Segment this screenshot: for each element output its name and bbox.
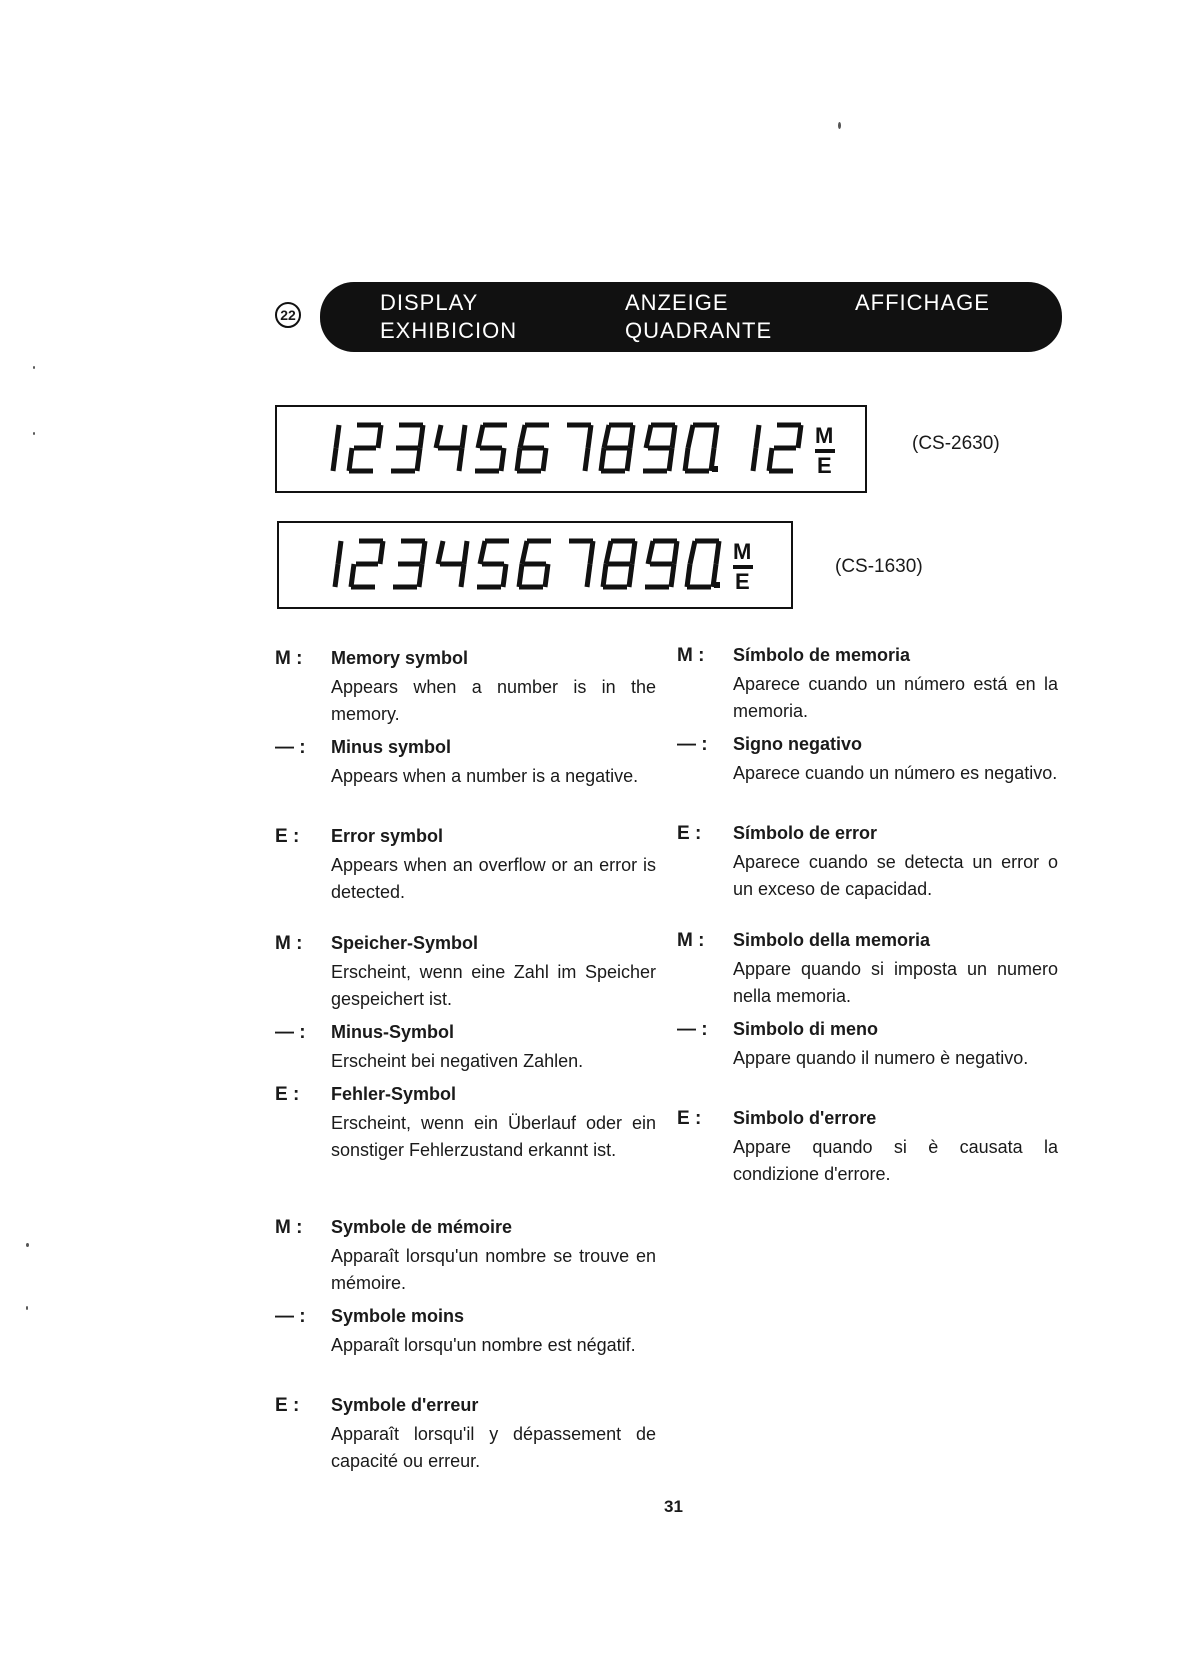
- seven-segment-readout: [277, 407, 865, 491]
- segment-f: [648, 541, 653, 564]
- scan-speck: [33, 432, 35, 435]
- segment-b: [462, 425, 465, 448]
- digit-1: [335, 541, 341, 587]
- segment-c: [503, 564, 506, 587]
- model-label-cs2630: (CS-2630): [912, 433, 1000, 454]
- key-letter: M :: [677, 930, 705, 951]
- key-letter: E :: [275, 826, 300, 847]
- term: Fehler-Symbol: [331, 1084, 457, 1104]
- digit-2: [769, 425, 801, 471]
- memory-indicator: M: [815, 423, 834, 448]
- segment-b: [336, 425, 339, 448]
- key-letter: E :: [677, 823, 702, 844]
- section-banner: [320, 282, 1062, 352]
- term: Symbole moins: [331, 1306, 465, 1326]
- key-letter: — :: [275, 737, 306, 758]
- description: Aparece cuando un número es negativo.: [733, 763, 1058, 783]
- description: Erscheint, wenn ein Überlauf oder ein sonstiger Fehlerzustand erkannt ist.: [331, 1113, 656, 1160]
- digit-8: [601, 425, 633, 471]
- digit-1: [333, 425, 339, 471]
- section-number: 22: [275, 302, 301, 328]
- segment-c: [459, 448, 462, 471]
- segment-f: [438, 541, 443, 564]
- segment-e: [601, 448, 604, 471]
- digit-0: [687, 541, 720, 588]
- description: Appears when a number is in the memory.: [331, 677, 656, 724]
- digit-6: [519, 541, 551, 587]
- segment-b: [716, 541, 719, 564]
- segment-e: [349, 448, 352, 471]
- key-letter: E :: [275, 1084, 300, 1105]
- segment-b: [632, 541, 635, 564]
- segment-f: [646, 425, 651, 448]
- term: Símbolo de memoria: [733, 645, 911, 665]
- segment-e: [517, 448, 520, 471]
- key-letter: E :: [275, 1395, 300, 1416]
- segment-c: [419, 564, 422, 587]
- segment-b: [588, 425, 591, 448]
- scan-speck: [26, 1243, 29, 1247]
- segment-c: [587, 564, 590, 587]
- segment-e: [769, 448, 772, 471]
- segment-b: [378, 425, 381, 448]
- segment-e: [519, 564, 522, 587]
- segment-c: [417, 448, 420, 471]
- key-letter: M :: [677, 645, 705, 666]
- key-letter: — :: [275, 1306, 306, 1327]
- segment-c: [671, 564, 674, 587]
- digit-1: [753, 425, 759, 471]
- heading-affichage: AFFICHAGE: [855, 290, 990, 315]
- digit-6: [517, 425, 549, 471]
- term: Simbolo della memoria: [733, 930, 931, 950]
- segment-b: [420, 425, 423, 448]
- key-letter: M :: [275, 648, 303, 669]
- digit-5: [477, 541, 509, 587]
- segment-b: [714, 425, 717, 448]
- heading-display: DISPLAY: [380, 290, 479, 315]
- digit-3: [391, 425, 423, 471]
- segment-c: [669, 448, 672, 471]
- segment-f: [520, 425, 525, 448]
- digit-3: [393, 541, 425, 587]
- term: Minus symbol: [331, 737, 452, 757]
- segment-f: [480, 541, 485, 564]
- heading-anzeige: ANZEIGE: [625, 290, 729, 315]
- segment-c: [627, 448, 630, 471]
- segment-f: [604, 425, 609, 448]
- description: Apparaît lorsqu'il y dépassement de capacité ou erreur.: [331, 1424, 656, 1471]
- segment-c: [629, 564, 632, 587]
- segment-f: [688, 425, 693, 448]
- heading-quadrante: QUADRANTE: [625, 318, 773, 343]
- scan-speck: [26, 1306, 28, 1310]
- key-letter: — :: [677, 734, 708, 755]
- term: Speicher-Symbol: [331, 933, 479, 953]
- segment-e: [687, 564, 690, 587]
- digit-7: [569, 541, 593, 587]
- segment-f: [478, 425, 483, 448]
- scan-speck: [838, 122, 841, 129]
- term: Signo negativo: [733, 734, 863, 754]
- segment-b: [338, 541, 341, 564]
- segment-b: [464, 541, 467, 564]
- digit-4: [436, 425, 465, 471]
- segment-c: [543, 448, 546, 471]
- display-cs2630: [275, 405, 867, 493]
- term: Simbolo d'errore: [733, 1108, 877, 1128]
- error-indicator: E: [735, 569, 750, 594]
- digit-9: [645, 541, 677, 587]
- term: Memory symbol: [331, 648, 469, 668]
- description: Erscheint bei negativen Zahlen.: [331, 1051, 584, 1071]
- segment-b: [380, 541, 383, 564]
- segment-c: [501, 448, 504, 471]
- term: Minus-Symbol: [331, 1022, 455, 1042]
- page-number: 31: [664, 1497, 683, 1516]
- segment-b: [674, 541, 677, 564]
- description: Apparaît lorsqu'un nombre est négatif.: [331, 1335, 636, 1355]
- decimal-point: [714, 582, 720, 588]
- heading-exhibicion: EXHIBICION: [380, 318, 518, 343]
- term: Symbole d'erreur: [331, 1395, 479, 1415]
- segment-b: [590, 541, 593, 564]
- term: Error symbol: [331, 826, 444, 846]
- key-letter: — :: [677, 1019, 708, 1040]
- segment-c: [335, 564, 338, 587]
- segment-b: [756, 425, 759, 448]
- segment-f: [522, 541, 527, 564]
- description: Appare quando si imposta un numero nella memoria.: [733, 959, 1058, 1006]
- digit-7: [567, 425, 591, 471]
- seven-segment-readout: [279, 523, 791, 607]
- segment-c: [461, 564, 464, 587]
- digit-8: [603, 541, 635, 587]
- digit-0: [685, 425, 718, 472]
- digit-9: [643, 425, 675, 471]
- digit-2: [349, 425, 381, 471]
- description: Appears when an overflow or an error is detected.: [331, 855, 656, 902]
- segment-e: [685, 448, 688, 471]
- description: Aparece cuando un número está en la memoria.: [733, 674, 1058, 721]
- segment-b: [798, 425, 801, 448]
- digit-5: [475, 425, 507, 471]
- term: Símbolo de error: [733, 823, 878, 843]
- segment-c: [545, 564, 548, 587]
- description: Apparaît lorsqu'un nombre se trouve en mémoire.: [331, 1246, 656, 1293]
- segment-f: [436, 425, 441, 448]
- scan-speck: [33, 366, 35, 369]
- decimal-point: [712, 466, 718, 472]
- segment-e: [351, 564, 354, 587]
- description: Erscheint, wenn eine Zahl im Speicher gespeichert ist.: [331, 962, 656, 1009]
- key-letter: E :: [677, 1108, 702, 1129]
- description: Appears when a number is a negative.: [331, 766, 639, 786]
- segment-b: [672, 425, 675, 448]
- memory-indicator: M: [733, 539, 752, 564]
- description: Aparece cuando se detecta un error o un exceso de capacidad.: [733, 852, 1058, 899]
- segment-c: [585, 448, 588, 471]
- term: Symbole de mémoire: [331, 1217, 513, 1237]
- error-indicator: E: [817, 453, 832, 478]
- segment-f: [690, 541, 695, 564]
- segment-c: [753, 448, 756, 471]
- term: Simbolo di meno: [733, 1019, 879, 1039]
- key-letter: M :: [275, 1217, 303, 1238]
- digit-2: [351, 541, 383, 587]
- description: Appare quando si è causata la condizione d'errore.: [733, 1137, 1058, 1184]
- segment-e: [603, 564, 606, 587]
- segment-f: [606, 541, 611, 564]
- segment-c: [333, 448, 336, 471]
- display-cs1630: [277, 521, 793, 609]
- key-letter: M :: [275, 933, 303, 954]
- model-label-cs1630: (CS-1630): [835, 556, 923, 577]
- segment-b: [630, 425, 633, 448]
- segment-b: [422, 541, 425, 564]
- description: Appare quando il numero è negativo.: [733, 1048, 1029, 1068]
- key-letter: — :: [275, 1022, 306, 1043]
- digit-4: [438, 541, 467, 587]
